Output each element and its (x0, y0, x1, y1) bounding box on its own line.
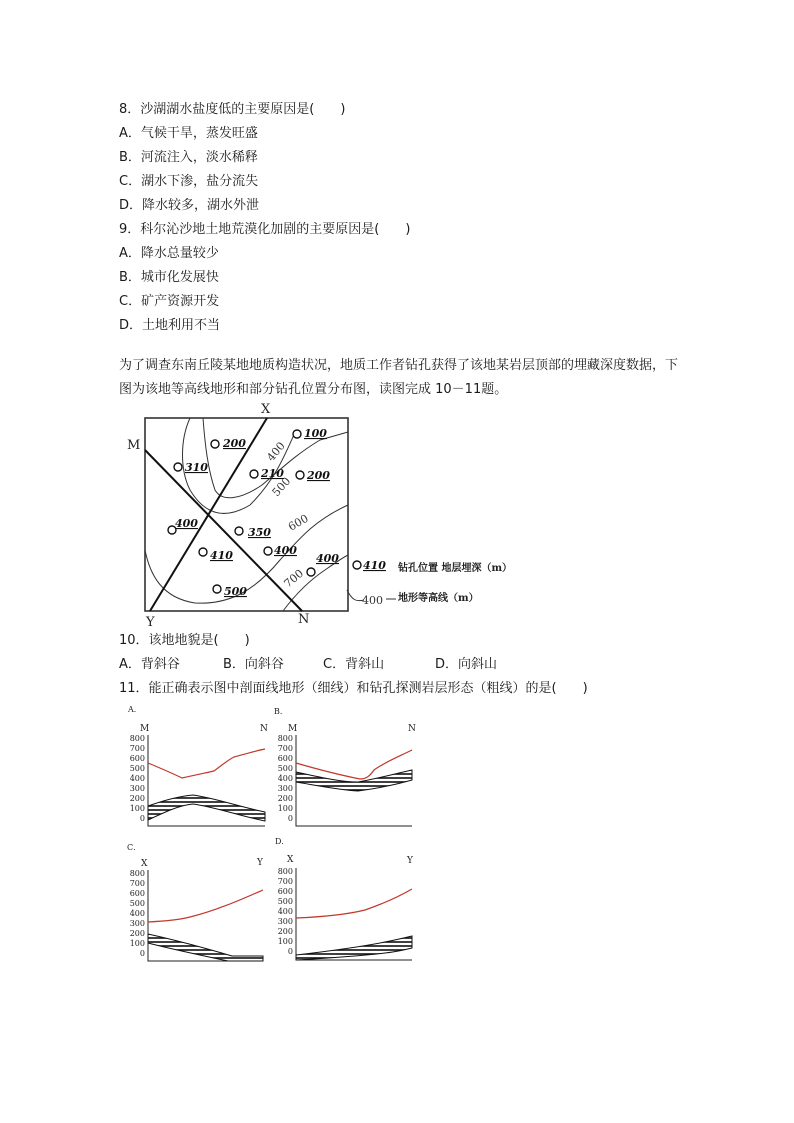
panel-tag: D． (275, 837, 290, 846)
y-tick: 800 (277, 734, 293, 743)
well-depth: 310 (185, 461, 208, 474)
terrain-line (148, 749, 265, 778)
y-tick: 400 (277, 774, 293, 783)
q10-option-c: C．背斜山 (323, 657, 385, 672)
intro-paragraph: 为了调查东南丘陵某地地质构造状况，地质工作者钻孔获得了该地某岩层顶部的埋藏深度数据，下图为该地等高线地形和部分钻孔位置分布图，读图完成 10－11题。 (119, 358, 679, 397)
well-depth: 210 (261, 467, 284, 480)
rock-layer (296, 936, 412, 960)
map-label-x: X (261, 402, 271, 417)
panel-right-label: Y (257, 858, 263, 868)
well-depth: 350 (248, 526, 271, 539)
y-tick: 500 (277, 897, 293, 906)
well-depth: 410 (210, 549, 233, 562)
y-tick: 300 (129, 784, 145, 793)
y-tick: 300 (277, 784, 293, 793)
y-tick: 500 (129, 899, 145, 908)
q8-option-d: D．降水较多，湖水外泄 (119, 198, 260, 213)
y-tick: 800 (129, 734, 145, 743)
y-tick: 200 (129, 929, 145, 938)
panel-left-label: M (288, 724, 298, 734)
y-tick: 200 (129, 794, 145, 803)
y-tick: 800 (277, 867, 293, 876)
y-tick: 600 (129, 754, 145, 763)
q9-stem: 9．科尔沁沙地土地荒漠化加剧的主要原因是( ) (119, 222, 411, 237)
y-tick: 0 (287, 814, 293, 823)
q9-option-d: D．土地利用不当 (119, 318, 221, 333)
y-tick: 400 (277, 907, 293, 916)
contour-label-700: 700 (281, 566, 307, 591)
q10-option-b: B．向斜谷 (223, 657, 284, 672)
q9-option-b: B．城市化发展快 (119, 270, 219, 285)
contour-label-400: 400 (264, 439, 288, 464)
y-tick: 400 (129, 909, 145, 918)
profile-panel-c (127, 843, 264, 961)
contour-label-600: 600 (286, 511, 311, 534)
q8-option-b: B．河流注入，淡水稀释 (119, 150, 258, 165)
y-tick: 700 (277, 744, 293, 753)
q10-option-a: A．背斜谷 (119, 657, 180, 672)
y-tick: 100 (277, 804, 293, 813)
panel-tag: B． (274, 707, 288, 716)
y-tick: 400 (129, 774, 145, 783)
panel-right-label: N (260, 724, 268, 734)
q10-option-d: D．向斜山 (435, 657, 498, 672)
panel-right-label: Y (407, 856, 413, 866)
y-tick: 100 (129, 939, 145, 948)
well-depth: 200 (223, 437, 246, 450)
y-tick: 100 (129, 804, 145, 813)
well-depth: 500 (224, 585, 247, 598)
panel-right-label: N (408, 724, 416, 734)
q8-option-c: C．湖水下渗，盐分流失 (119, 174, 259, 189)
q9-option-a: A．降水总量较少 (119, 246, 219, 261)
rock-layer (296, 770, 412, 791)
y-tick: 600 (277, 887, 293, 896)
y-tick: 600 (129, 889, 145, 898)
terrain-line (148, 890, 263, 922)
q9-option-c: C．矿产资源开发 (119, 294, 220, 309)
y-tick: 500 (129, 764, 145, 773)
profile-panel-b (274, 707, 416, 826)
well-depth: 400 (175, 517, 198, 530)
well-depth: 100 (304, 427, 327, 440)
legend-well-text: 钻孔位置 地层埋深（m） (398, 563, 513, 574)
map-label-y: Y (146, 615, 155, 630)
y-tick: 800 (129, 869, 145, 878)
y-tick: 0 (287, 947, 293, 956)
y-tick: 600 (277, 754, 293, 763)
y-tick: 200 (277, 794, 293, 803)
well-depth: 400 (274, 544, 297, 557)
terrain-line (296, 889, 412, 918)
y-tick: 700 (129, 744, 145, 753)
panel-tag: A． (128, 705, 142, 714)
map-label-n: N (298, 612, 310, 627)
well-depth: 400 (316, 552, 339, 565)
panel-tag: C． (127, 843, 142, 852)
well-depth: 200 (307, 469, 330, 482)
panel-left-label: X (141, 859, 148, 869)
map-label-m: M (127, 438, 141, 453)
y-tick: 500 (277, 764, 293, 773)
y-tick: 100 (277, 937, 293, 946)
rock-layer (148, 795, 265, 821)
y-tick: 0 (139, 949, 145, 958)
y-tick: 300 (129, 919, 145, 928)
panel-left-label: X (287, 855, 294, 865)
legend-well-value: 410 (363, 559, 386, 572)
q8-option-a: A．气候干旱，蒸发旺盛 (119, 126, 258, 141)
q8-stem: 8．沙湖湖水盐度低的主要原因是( ) (119, 102, 346, 117)
rock-layer (148, 934, 263, 961)
profile-panel-a (127, 705, 268, 826)
legend-contour-value: 400 (362, 594, 383, 607)
q10-stem: 10．该地地貌是( ) (119, 633, 250, 648)
q11-stem: 11．能正确表示图中剖面线地形（细线）和钻孔探测岩层形态（粗线）的是( ) (119, 681, 588, 696)
y-tick: 0 (139, 814, 145, 823)
panel-left-label: M (140, 724, 150, 734)
contour-label-500: 500 (269, 474, 294, 500)
y-tick: 200 (277, 927, 293, 936)
y-tick: 700 (277, 877, 293, 886)
legend-contour-text: 地形等高线（m） (398, 593, 479, 604)
profile-panel-d (275, 837, 414, 960)
y-tick: 300 (277, 917, 293, 926)
y-tick: 700 (129, 879, 145, 888)
